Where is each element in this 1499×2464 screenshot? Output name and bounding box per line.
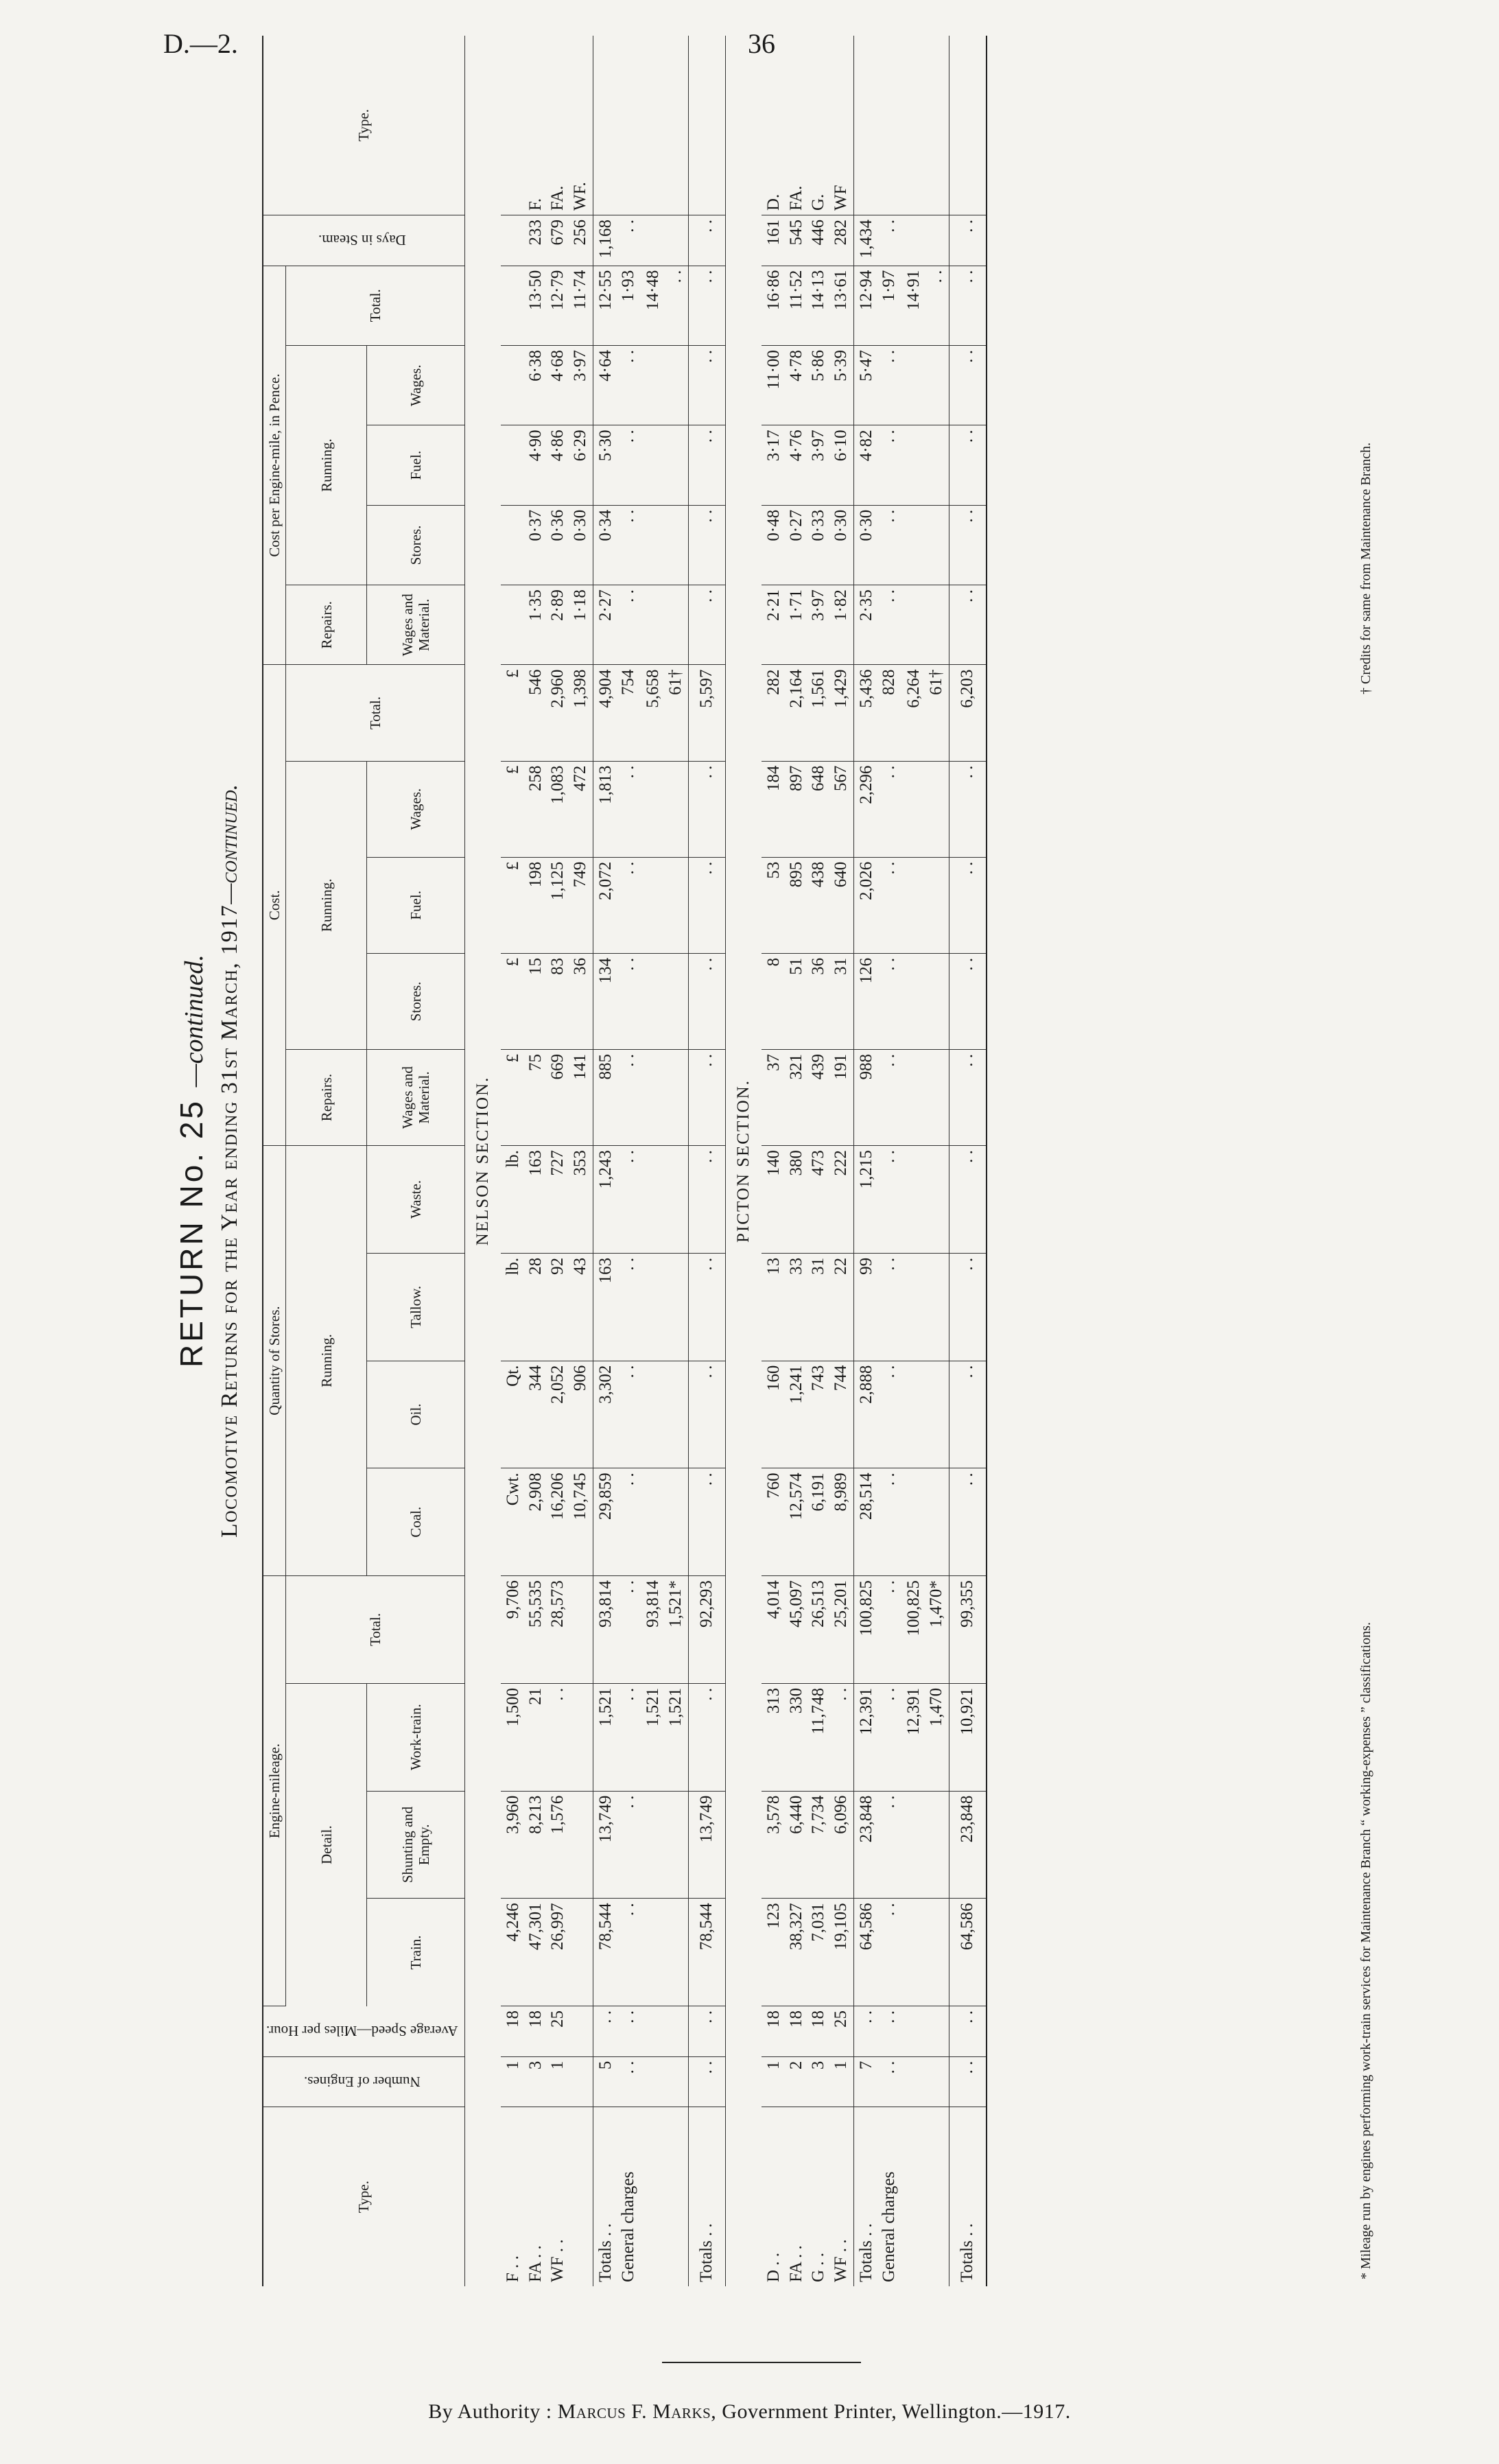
cell-work: 12,391 1,470 xyxy=(901,1683,949,1791)
cell-pence-repairs: 2·27 . . xyxy=(593,585,641,665)
cell-oil: . . xyxy=(949,1361,987,1468)
cell-type: D . . FA . . G . . WF . . xyxy=(764,2239,850,2282)
col-pence-total: Total. xyxy=(286,266,465,345)
imprint-prefix: By Authority : xyxy=(428,2400,552,2423)
cell-shunting: 23,848 . . xyxy=(854,1791,902,1899)
col-work-train: Work-train. xyxy=(367,1683,464,1791)
cell-pence-wages: 4·64 . . xyxy=(593,346,641,425)
cell-num: 7 . . xyxy=(854,2056,902,2107)
cell-speed: 18 18 18 25 xyxy=(762,2006,854,2057)
cell-coal xyxy=(901,1468,949,1576)
cell-cost-repairs xyxy=(901,1049,949,1145)
return-title-suffix: —continued. xyxy=(180,954,209,1088)
cell-pence-fuel: 3·17 4·76 3·97 6·10 xyxy=(762,425,854,505)
cell-pence-stores: 0·48 0·27 0·33 0·30 xyxy=(762,505,854,585)
cell-tallow: . . xyxy=(949,1253,987,1361)
cell-cost-stores: . . xyxy=(689,953,726,1049)
col-engine-mileage: Engine-mileage. xyxy=(263,1576,286,2006)
cell-cost-fuel: 53 895 438 640 xyxy=(762,857,854,953)
cell-oil xyxy=(641,1361,689,1468)
cell-type-right xyxy=(689,36,726,215)
cell-coal: 760 12,574 6,191 8,989 xyxy=(762,1468,854,1576)
cell-pence-stores xyxy=(901,505,949,585)
imprint-printer: Marcus F. Marks, xyxy=(557,2400,717,2423)
cell-speed xyxy=(641,2006,689,2057)
cell-train: 123 38,327 7,031 19,105 xyxy=(762,1899,854,2006)
col-pence-wages: Wages. xyxy=(367,346,464,425)
grand-total-row xyxy=(949,36,987,2286)
cell-speed xyxy=(901,2006,949,2057)
cell-speed: . . xyxy=(689,2006,726,2057)
col-tallow: Tallow. xyxy=(367,1253,464,1361)
cell-total: 9,706 55,535 28,573 xyxy=(501,1576,593,1684)
cell-tallow: . . xyxy=(689,1253,726,1361)
cell-pence-stores: 0·37 0·36 0·30 xyxy=(501,505,593,585)
cell-train: 64,586 . . xyxy=(854,1899,902,2006)
cell-cost-fuel: 2,026 . . xyxy=(854,857,902,953)
cell-pence-stores: 0·30 . . xyxy=(854,505,902,585)
cell-total: 99,355 xyxy=(949,1576,987,1684)
cell-work: 1,500 21 . . xyxy=(501,1683,593,1791)
cell-num: . . xyxy=(949,2056,987,2107)
cell-coal: . . xyxy=(689,1468,726,1576)
cell-pence-repairs xyxy=(901,585,949,665)
cell-waste xyxy=(641,1146,689,1254)
cell-pence-wages: 6·38 4·68 3·97 xyxy=(501,346,593,425)
cell-pence-total: 12·55 1·93 xyxy=(593,266,641,345)
cell-pence-stores xyxy=(641,505,689,585)
section-heading-row xyxy=(725,36,762,2286)
cell-work: 1,521 . . xyxy=(593,1683,641,1791)
footer-rule xyxy=(662,2362,861,2363)
locomotive-returns-table xyxy=(262,36,987,2286)
cell-shunting: 3,960 8,213 1,576 xyxy=(501,1791,593,1899)
page-code: D.—2. xyxy=(163,28,238,59)
cell-type: Totals . . xyxy=(949,2107,987,2286)
cell-type-right: F. FA. WF. xyxy=(501,36,593,215)
cell-type: F . . FA . . WF . . xyxy=(504,2239,567,2282)
imprint-footer xyxy=(0,2400,1499,2424)
col-cost-wages: Wages. xyxy=(367,761,464,857)
cell-cost-fuel xyxy=(901,857,949,953)
cell-pence-total: . . xyxy=(689,266,726,345)
cell-shunting: 23,848 xyxy=(949,1791,987,1899)
cell-days: . . xyxy=(949,215,987,266)
cell-cost-repairs: 988 . . xyxy=(854,1049,902,1145)
cell-pence-total: 13·50 12·79 11·74 xyxy=(501,266,593,345)
cell-cost-wages: . . xyxy=(949,761,987,857)
cell-cost-stores: 134 . . xyxy=(593,953,641,1049)
cell-type-right xyxy=(949,36,987,215)
cell-work: 313 330 11,748 . . xyxy=(762,1683,854,1791)
cell-pence-fuel xyxy=(641,425,689,505)
col-mileage-total: Total. xyxy=(286,1576,465,1684)
rotated-table-stage xyxy=(159,36,1394,2286)
cell-num xyxy=(901,2056,949,2107)
cell-cost-total: 5,597 xyxy=(689,665,726,761)
col-cost-repairs: Repairs. xyxy=(286,1049,367,1145)
cell-pence-wages xyxy=(641,346,689,425)
cell-shunting xyxy=(901,1791,949,1899)
cell-oil: . . xyxy=(689,1361,726,1468)
cell-train: 4,246 47,301 26,997 xyxy=(501,1899,593,2006)
cell-shunting: 13,749 . . xyxy=(593,1791,641,1899)
cell-num: 1 2 3 1 xyxy=(762,2056,854,2107)
section-heading: PICTON SECTION. xyxy=(733,1079,753,1243)
cell-waste xyxy=(901,1146,949,1254)
subtotal-row xyxy=(854,36,902,2286)
cell-coal: . . xyxy=(949,1468,987,1576)
grand-total-row xyxy=(689,36,726,2286)
unit-waste: lb. xyxy=(504,1150,523,1168)
cell-cost-wages: 184 897 648 567 xyxy=(762,761,854,857)
cell-tallow: 99 . . xyxy=(854,1253,902,1361)
cell-coal: Cwt. 2,908 16,206 10,745 xyxy=(501,1468,593,1576)
cell-waste: . . xyxy=(949,1146,987,1254)
col-shunting: Shunting and Empty. xyxy=(367,1791,464,1899)
col-quantity-stores: Quantity of Stores. xyxy=(263,1146,286,1576)
cell-days: . . xyxy=(689,215,726,266)
cell-coal: 29,859 . . xyxy=(593,1468,641,1576)
cell-pence-stores: . . xyxy=(689,505,726,585)
cell-cost-repairs xyxy=(641,1049,689,1145)
cell-work: 12,391 . . xyxy=(854,1683,902,1791)
col-type: Type. xyxy=(263,2107,464,2286)
cell-cost-stores xyxy=(901,953,949,1049)
col-stores-running: Running. xyxy=(286,1146,367,1576)
cell-waste: . . xyxy=(689,1146,726,1254)
cell-train xyxy=(641,1899,689,2006)
col-num-engines: Number of Engines. xyxy=(263,2056,464,2107)
col-pence-repairs: Repairs. xyxy=(286,585,367,665)
cell-cost-total: 282 2,164 1,561 1,429 xyxy=(762,665,854,761)
section-heading-row xyxy=(464,36,501,2286)
cell-type: Totals . . General charges xyxy=(593,2107,641,2286)
data-row xyxy=(501,36,593,2286)
cell-total: 92,293 xyxy=(689,1576,726,1684)
cell-work: 1,521 1,521 xyxy=(641,1683,689,1791)
col-detail: Detail. xyxy=(286,1683,367,2006)
cell-pence-repairs: . . xyxy=(689,585,726,665)
cell-waste: 1,215 . . xyxy=(854,1146,902,1254)
cell-cost-wages xyxy=(641,761,689,857)
return-title-text: RETURN No. 25 xyxy=(174,1098,209,1368)
cell-days: 1,434 . . xyxy=(854,215,902,266)
cell-cost-total: 4,904 754 xyxy=(593,665,641,761)
cell-days xyxy=(641,215,689,266)
section-heading: NELSON SECTION. xyxy=(473,1076,492,1246)
cell-waste: lb. 163 727 353 xyxy=(501,1146,593,1254)
cell-speed: . . . . xyxy=(854,2006,902,2057)
cell-cost-wages: 2,296 . . xyxy=(854,761,902,857)
footnote-asterisk: * Mileage run by engines performing work-train services for Maintenance Branch “ working-expenses ” classifications. xyxy=(1358,1621,1373,2279)
cell-cost-stores: 126 . . xyxy=(854,953,902,1049)
return-title xyxy=(173,36,210,2286)
cell-pence-fuel xyxy=(901,425,949,505)
cell-cost-fuel: £ 198 1,125 749 xyxy=(501,857,593,953)
cell-cost-fuel: . . xyxy=(689,857,726,953)
cell-pence-repairs: 2·35 . . xyxy=(854,585,902,665)
cell-cost-total: 5,658 61† xyxy=(641,665,689,761)
col-train: Train. xyxy=(367,1899,464,2006)
col-pence-fuel: Fuel. xyxy=(367,425,464,505)
cell-type-right xyxy=(641,36,689,215)
cell-cost-total: £ 546 2,960 1,398 xyxy=(501,665,593,761)
cell-cost-fuel: 2,072 . . xyxy=(593,857,641,953)
cell-speed: . . xyxy=(949,2006,987,2057)
col-cost: Cost. xyxy=(263,665,286,1146)
cell-pence-repairs: 2·21 1·71 3·97 1·82 xyxy=(762,585,854,665)
cell-pence-repairs: . . xyxy=(949,585,987,665)
col-pence-wages-material: Wages and Material. xyxy=(367,585,464,665)
cell-pence-wages: 11·00 4·78 5·86 5·39 xyxy=(762,346,854,425)
cell-pence-fuel: 5·30 . . xyxy=(593,425,641,505)
cell-tallow: 13 33 31 22 xyxy=(762,1253,854,1361)
cell-speed: . . . . xyxy=(593,2006,641,2057)
subtotal-row xyxy=(593,36,641,2286)
cell-waste: 140 380 473 222 xyxy=(762,1146,854,1254)
page-number: 36 xyxy=(748,28,775,59)
cell-cost-stores: 8 51 36 31 xyxy=(762,953,854,1049)
cell-tallow xyxy=(901,1253,949,1361)
col-cost-per-mile: Cost per Engine-mile, in Pence. xyxy=(263,266,286,665)
cell-pence-total: 14·91 . . xyxy=(901,266,949,345)
cell-train: 64,586 xyxy=(949,1899,987,2006)
col-pence-running: Running. xyxy=(286,346,367,585)
adjustment-row xyxy=(641,36,689,2286)
cell-total: 100,825 1,470* xyxy=(901,1576,949,1684)
cell-pence-wages xyxy=(901,346,949,425)
cell-pence-repairs xyxy=(641,585,689,665)
cell-oil: 160 1,241 743 744 xyxy=(762,1361,854,1468)
cell-tallow xyxy=(641,1253,689,1361)
cell-cost-stores xyxy=(641,953,689,1049)
cell-train xyxy=(901,1899,949,2006)
cell-waste: 1,243 . . xyxy=(593,1146,641,1254)
adjustment-row xyxy=(901,36,949,2286)
cell-total: 100,825 . . xyxy=(854,1576,902,1684)
cell-pence-total: 12·94 1·97 xyxy=(854,266,902,345)
unit-tallow: lb. xyxy=(504,1257,523,1276)
cell-cost-fuel xyxy=(641,857,689,953)
cell-pence-total: 16·86 11·52 14·13 13·61 xyxy=(762,266,854,345)
col-waste: Waste. xyxy=(367,1146,464,1254)
col-days-in-steam: Days in Steam. xyxy=(263,215,464,266)
cell-train: 78,544 . . xyxy=(593,1899,641,2006)
cell-speed: 18 18 25 xyxy=(501,2006,593,2057)
cell-pence-stores: . . xyxy=(949,505,987,585)
cell-cost-wages: £ 258 1,083 472 xyxy=(501,761,593,857)
cell-cost-wages xyxy=(901,761,949,857)
cell-pence-stores: 0·34 . . xyxy=(593,505,641,585)
return-subtitle xyxy=(217,36,243,2286)
cell-type: Totals . . General charges xyxy=(854,2107,902,2286)
cell-coal: 28,514 . . xyxy=(854,1468,902,1576)
cell-shunting: 3,578 6,440 7,734 6,096 xyxy=(762,1791,854,1899)
footnote-dagger: † Credits for same from Maintenance Branch. xyxy=(1358,442,1373,694)
imprint-suffix: Government Printer, Wellington.—1917. xyxy=(722,2400,1071,2423)
cell-shunting xyxy=(641,1791,689,1899)
cell-total: 93,814 1,521* xyxy=(641,1576,689,1684)
return-subtitle-suffix: —continued. xyxy=(217,784,242,904)
cell-coal xyxy=(641,1468,689,1576)
cell-num: 1 3 1 xyxy=(501,2056,593,2107)
cell-pence-wages: . . xyxy=(689,346,726,425)
cell-cost-repairs: 37 321 439 191 xyxy=(762,1049,854,1145)
return-subtitle-text: Locomotive Returns for the Year ending 31st March, 1917 xyxy=(217,904,242,1538)
unit-coal: Cwt. xyxy=(504,1472,523,1506)
cell-num: 5 . . xyxy=(593,2056,641,2107)
cell-oil xyxy=(901,1361,949,1468)
cell-pence-fuel: . . xyxy=(689,425,726,505)
cell-cost-repairs: . . xyxy=(949,1049,987,1145)
cell-oil: 3,302 . . xyxy=(593,1361,641,1468)
cell-type-right xyxy=(854,36,902,215)
cell-type-right xyxy=(901,36,949,215)
cell-cost-wages: 1,813 . . xyxy=(593,761,641,857)
cell-pence-fuel: 4·90 4·86 6·29 xyxy=(501,425,593,505)
cell-num: . . xyxy=(689,2056,726,2107)
cell-cost-total: 6,264 61† xyxy=(901,665,949,761)
unit-oil: Qt. xyxy=(504,1365,523,1387)
cell-pence-fuel: 4·82 . . xyxy=(854,425,902,505)
col-avg-speed: Average Speed—Miles per Hour. xyxy=(263,2006,464,2057)
cell-cost-repairs: 885 . . xyxy=(593,1049,641,1145)
cell-pence-total: . . xyxy=(949,266,987,345)
cell-oil: Qt. 344 2,052 906 xyxy=(501,1361,593,1468)
col-oil: Oil. xyxy=(367,1361,464,1468)
col-cost-fuel: Fuel. xyxy=(367,857,464,953)
cell-work: . . xyxy=(689,1683,726,1791)
cell-cost-stores: . . xyxy=(949,953,987,1049)
cell-tallow: 163 . . xyxy=(593,1253,641,1361)
cell-pence-repairs: 1·35 2·89 1·18 xyxy=(501,585,593,665)
cell-pence-fuel: . . xyxy=(949,425,987,505)
cell-total: 4,014 45,097 26,513 25,201 xyxy=(762,1576,854,1684)
cell-train: 78,544 xyxy=(689,1899,726,2006)
cell-type-right: D. FA. G. WF xyxy=(762,36,854,215)
cell-num xyxy=(641,2056,689,2107)
cell-shunting: 13,749 xyxy=(689,1791,726,1899)
cell-cost-repairs: . . xyxy=(689,1049,726,1145)
cell-days: 161 545 446 282 xyxy=(762,215,854,266)
cell-oil: 2,888 . . xyxy=(854,1361,902,1468)
cell-pence-wages: . . xyxy=(949,346,987,425)
cell-cost-fuel: . . xyxy=(949,857,987,953)
cell-type-right xyxy=(593,36,641,215)
cell-cost-wages: . . xyxy=(689,761,726,857)
cell-days: 233 679 256 xyxy=(501,215,593,266)
col-coal: Coal. xyxy=(367,1468,464,1576)
col-cost-total: Total. xyxy=(286,665,465,761)
cell-type xyxy=(641,2107,689,2286)
cell-cost-total: 6,203 xyxy=(949,665,987,761)
cell-cost-stores: £ 15 83 36 xyxy=(501,953,593,1049)
cell-days xyxy=(901,215,949,266)
cell-pence-wages: 5·47 . . xyxy=(854,346,902,425)
col-pence-stores: Stores. xyxy=(367,505,464,585)
col-cost-running: Running. xyxy=(286,761,367,1049)
cell-cost-total: 5,436 828 xyxy=(854,665,902,761)
col-cost-stores: Stores. xyxy=(367,953,464,1049)
col-cost-wages-material: Wages and Material. xyxy=(367,1049,464,1145)
cell-pence-total: 14·48 . . xyxy=(641,266,689,345)
cell-work: 10,921 xyxy=(949,1683,987,1791)
cell-days: 1,168 . . xyxy=(593,215,641,266)
col-type-right: Type. xyxy=(263,36,464,215)
cell-cost-repairs: £ 75 669 141 xyxy=(501,1049,593,1145)
cell-type: Totals . . xyxy=(689,2107,726,2286)
cell-tallow: lb. 28 92 43 xyxy=(501,1253,593,1361)
cell-type xyxy=(901,2107,949,2286)
data-row xyxy=(762,36,854,2286)
cell-total: 93,814 . . xyxy=(593,1576,641,1684)
